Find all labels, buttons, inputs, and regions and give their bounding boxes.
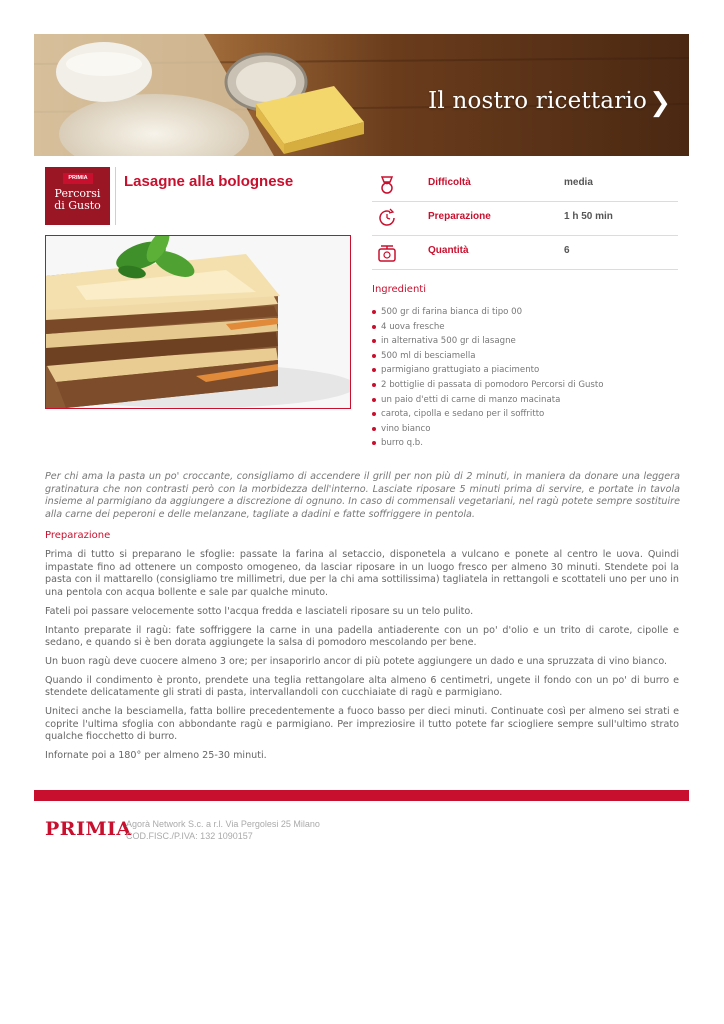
- preparation-paragraph: Quando il condimento è pronto, prendete una teglia rettangolare alta almeno 6 centimetri, ungete il fondo con un po' di burro e stendete delicatamente gli strati di pasta, intervallandoli con cucchiaiate di ragù e parmigiano.: [45, 674, 679, 699]
- ingredient-item: in alternativa 500 gr di lasagne: [372, 334, 604, 349]
- ingredient-item: burro q.b.: [372, 436, 604, 451]
- primia-badge: PRIMIA: [63, 173, 93, 184]
- ingredient-item: 500 ml di besciamella: [372, 349, 604, 364]
- ingredients-list: [372, 305, 604, 451]
- footer-bar: [34, 790, 689, 801]
- preparation-paragraph: Un buon ragù deve cuocere almeno 3 ore; per insaporirlo ancor di più potete aggiungere un dado e una spruzzata di vino bianco.: [45, 655, 668, 667]
- preparation-paragraph: Prima di tutto si preparano le sfoglie: passate la farina al setaccio, disponetela a vulcano e ponete al centro le uova. Quindi impastate fino ad ottenere un composto omogeneo, da lasciar riposare in un luogo fresco per almeno 30 minuti. Stendete poi la pasta con il mattarello (consigliamo tre millimetri, due per la chi ama sottilissima) tagliatela in rettangoli e scottateli uno per uno in una pentola con acqua bollente e sale par qualche minuto.: [45, 549, 679, 599]
- ingredient-item: carota, cipolla e sedano per il soffritto: [372, 407, 604, 422]
- lasagna-image: [46, 236, 350, 408]
- company-vat: COD.FISC./P.IVA: 132 1090157: [126, 830, 253, 841]
- percorsi-di-gusto-logo: [45, 167, 110, 225]
- ingredient-item: 500 gr di farina bianca di tipo 00: [372, 305, 604, 320]
- info-value: 6: [564, 245, 570, 256]
- chevron-right-icon[interactable]: ❯: [649, 88, 671, 118]
- company-address: Agorà Network S.c. a r.l. Via Pergolesi 25 Milano: [126, 819, 320, 829]
- preparation-paragraph: Fateli poi passare velocemente sotto l'acqua fredda e lasciateli riposare su un telo pulito.: [45, 605, 474, 617]
- ingredient-item: vino bianco: [372, 422, 604, 437]
- logo-line-1: Percorsi: [54, 187, 101, 200]
- clock-icon: [376, 207, 398, 229]
- info-row-quantity: [372, 235, 678, 270]
- recipe-title: Lasagne alla bolognese: [124, 173, 294, 190]
- ingredient-item: 4 uova fresche: [372, 320, 604, 335]
- info-row-preparation: [372, 201, 678, 236]
- logo-line-2: di Gusto: [54, 199, 101, 212]
- info-label: Preparazione: [428, 211, 491, 222]
- preparation-paragraph: Uniteci anche la besciamella, fatta bollire precedentemente a fuoco basso per dieci minuti. Continuate così per almeno sei strati e coprite l'ultima sfoglia con abbondante ragù e parmigiano. Per impreziosire il tutto potete far sciogliere sempre sull'ultimo strato qualche fiocchetto di burro.: [45, 706, 679, 743]
- scale-icon: [376, 241, 398, 263]
- info-value: media: [564, 177, 593, 188]
- banner-title: Il nostro ricettario: [428, 88, 647, 114]
- logo-text: [45, 188, 110, 212]
- info-value: 1 h 50 min: [564, 211, 613, 222]
- chef-hat-icon: [376, 173, 398, 195]
- preparation-paragraph: Infornate poi a 180° per almeno 25-30 minuti.: [45, 750, 267, 762]
- primia-footer-logo: PRIMIA: [45, 818, 132, 840]
- ingredient-item: parmigiano grattugiato a piacimento: [372, 363, 604, 378]
- info-row-difficulty: [372, 167, 678, 202]
- recipe-book-banner[interactable]: [34, 34, 689, 156]
- preparation-text: [45, 549, 679, 769]
- lasagna-photo: [45, 235, 351, 409]
- info-label: Quantità: [428, 245, 469, 256]
- preparation-paragraph: Intanto preparate il ragù: fate soffriggere la carne in una padella antiaderente con un po' d'olio e un trito di carote, cipolle e sedano, e quando si è ben dorata aggiungete la salsa di pomodoro mescolando per bene.: [45, 624, 679, 649]
- logo-divider: [115, 167, 116, 225]
- recipe-intro: Per chi ama la pasta un po' croccante, consigliamo di accendere il grill per non più di 2 minuti, in maniera da donare una leggera gratinatura che non contrasti però con la morbidezza dell'interno. Lasciate riposare 5 minuti prima di servire, e portate in tavola insieme al parmigiano da aggiungere a discrezione di ognuno. In caso di commensali vegetariani, nel ragù potete sempre sostituire alla carne dei peperoni e delle melanzane, tagliate a dadini e fatte soffriggere in pentola.: [45, 471, 680, 521]
- ingredient-item: 2 bottiglie di passata di pomodoro Percorsi di Gusto: [372, 378, 604, 393]
- company-info: [126, 819, 320, 842]
- ingredients-title: Ingredienti: [372, 284, 426, 295]
- preparation-title: Preparazione: [45, 530, 111, 541]
- info-label: Difficoltà: [428, 177, 471, 188]
- ingredient-item: un paio d'etti di carne di manzo macinata: [372, 393, 604, 408]
